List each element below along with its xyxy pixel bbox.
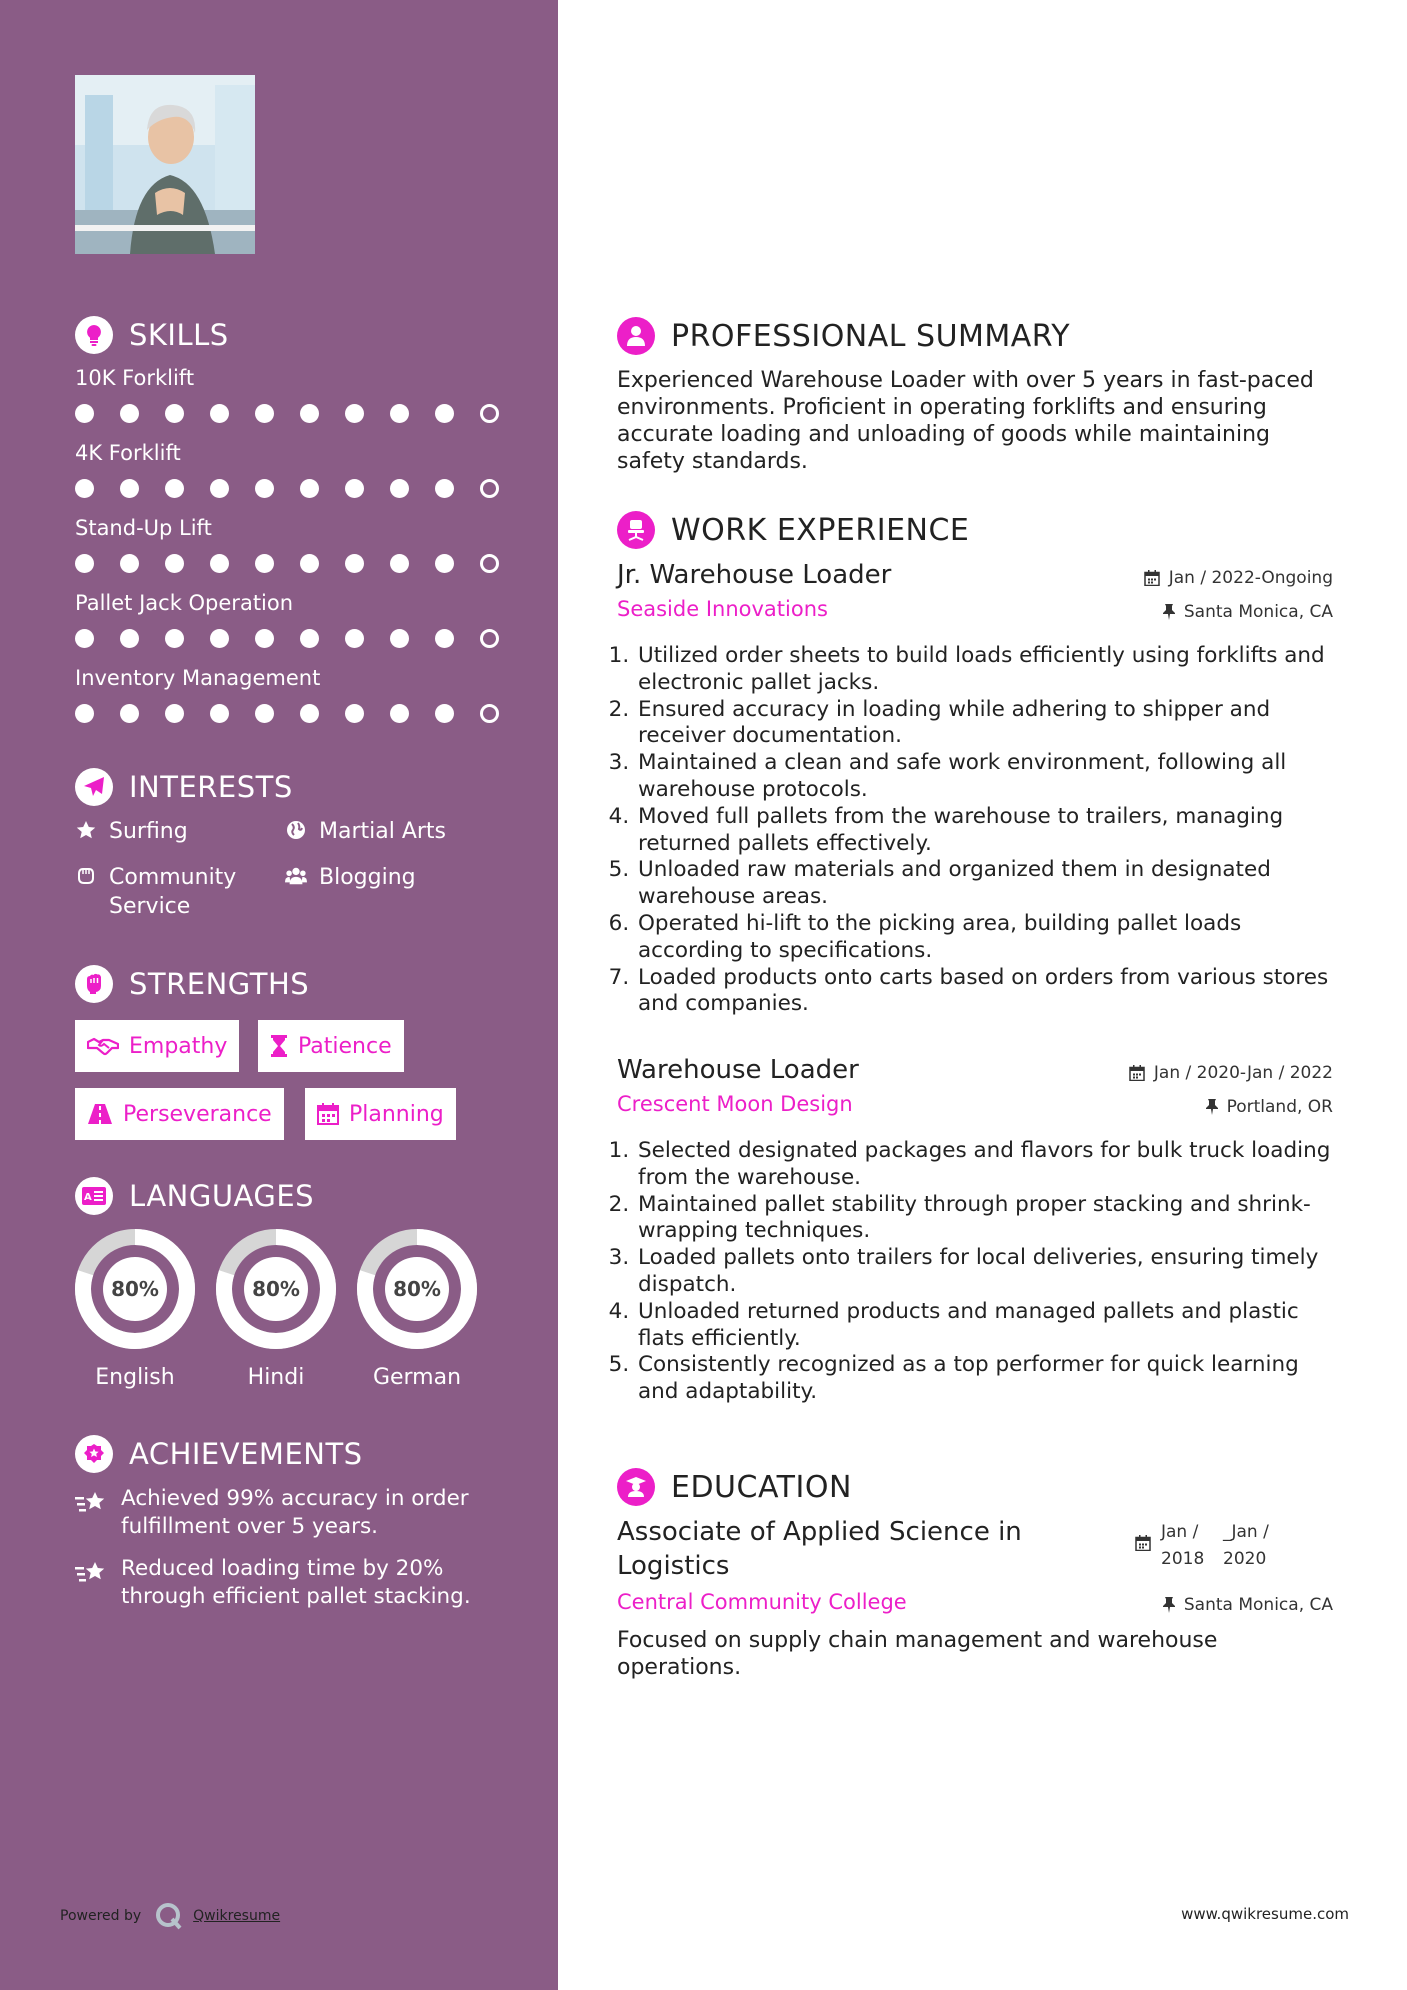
interest-item: Surfing [75, 817, 188, 846]
achievement-item: Achieved 99% accuracy in order fulfillment over 5 years. [75, 1485, 515, 1541]
pushpin-icon [1206, 1099, 1218, 1115]
achievements-heading: ACHIEVEMENTS [75, 1435, 363, 1473]
qwikresume-link[interactable]: Qwikresume [193, 1908, 281, 1924]
list-item: 4. Unloaded returned products and managed pallets and plastic flats efficiently. [636, 1299, 1337, 1353]
list-item: 1. Utilized order sheets to build loads efficiently using forklifts and electronic pallet jacks. [636, 643, 1337, 697]
skill-rating [75, 479, 505, 498]
rating-dot-empty [480, 404, 499, 423]
user-icon [617, 317, 655, 355]
rating-dot-filled [165, 704, 184, 723]
list-item: 2. Maintained pallet stability through proper stacking and shrink-wrapping techniques. [636, 1192, 1337, 1246]
rating-dot-filled [75, 629, 94, 648]
list-item: 2. Ensured accuracy in loading while adhering to shipper and receiver documentation. [636, 697, 1337, 751]
rating-dot-filled [165, 479, 184, 498]
skill-rating [75, 629, 505, 648]
rating-dot-filled [390, 629, 409, 648]
skill-name: Stand-Up Lift [75, 516, 212, 540]
language-item [355, 1227, 479, 1390]
rating-dot-filled [435, 479, 454, 498]
calendar-icon [1129, 1065, 1145, 1081]
rating-dot-filled [390, 554, 409, 573]
rating-dot-filled [300, 404, 319, 423]
list-item: 4. Moved full pallets from the warehouse to trailers, managing returned pallets effectively. [636, 804, 1337, 858]
job-title: Jr. Warehouse Loader [617, 560, 892, 590]
strength-chip: Planning [305, 1088, 456, 1140]
degree-title: Associate of Applied Science in Logistics [617, 1517, 1022, 1581]
office-chair-icon [617, 511, 655, 549]
rating-dot-filled [210, 704, 229, 723]
list-item: 3. Maintained a clean and safe work environment, following all warehouse protocols. [636, 750, 1337, 804]
svg-text:A: A [84, 1192, 92, 1203]
skill-name: 10K Forklift [75, 366, 195, 390]
hands-icon [75, 863, 97, 886]
rating-dot-filled [300, 704, 319, 723]
list-item: 7. Loaded products onto carts based on orders from various stores and companies. [636, 965, 1337, 1019]
rating-dot-empty [480, 479, 499, 498]
profile-photo [75, 75, 255, 254]
education-description: Focused on supply chain management and warehouse operations. [617, 1628, 1218, 1680]
language-percent: 80% [252, 1277, 300, 1301]
strengths-heading: STRENGTHS [75, 965, 309, 1003]
list-item: 6. Operated hi-lift to the picking area, building pallet loads according to specifications. [636, 911, 1337, 965]
rating-dot-empty [480, 629, 499, 648]
rating-dot-filled [120, 629, 139, 648]
experience-heading: WORK EXPERIENCE [617, 511, 969, 549]
rating-dot-filled [345, 629, 364, 648]
language-name: English [95, 1365, 175, 1390]
footer-url[interactable]: www.qwikresume.com [1181, 1905, 1349, 1923]
rating-dot-filled [345, 479, 364, 498]
rating-dot-filled [435, 404, 454, 423]
rating-dot-filled [210, 479, 229, 498]
skill-name: 4K Forklift [75, 441, 181, 465]
hourglass-icon [270, 1035, 288, 1057]
award-icon [75, 1435, 113, 1473]
lightbulb-icon [75, 316, 113, 354]
rating-dot-filled [345, 704, 364, 723]
language-progress-ring [355, 1227, 479, 1351]
job-company: Seaside Innovations [617, 597, 828, 621]
job-responsibilities [612, 1138, 1337, 1406]
skill-item [75, 591, 505, 648]
rating-dot-filled [120, 554, 139, 573]
rating-dot-filled [255, 404, 274, 423]
interest-item: Martial Arts [285, 817, 446, 846]
education-heading: EDUCATION [617, 1468, 852, 1506]
star-icon [75, 817, 97, 840]
rating-dot-filled [300, 629, 319, 648]
language-icon [75, 1177, 113, 1215]
interest-item: Community Service [75, 863, 236, 921]
skill-item [75, 441, 505, 498]
language-item [214, 1227, 338, 1390]
interests-heading: INTERESTS [75, 768, 293, 806]
rating-dot-filled [75, 704, 94, 723]
strength-chip: Perseverance [75, 1088, 284, 1140]
calendar-icon [1144, 570, 1160, 586]
qwikresume-logo-icon [155, 1902, 183, 1930]
road-icon [87, 1104, 113, 1124]
list-item: 5. Consistently recognized as a top performer for quick learning and adaptability. [636, 1352, 1337, 1406]
rating-dot-filled [210, 554, 229, 573]
sidebar [0, 0, 558, 1990]
pushpin-icon [1163, 1597, 1175, 1613]
rating-dot-filled [390, 404, 409, 423]
language-progress-ring [73, 1227, 197, 1351]
summary-text: Experienced Warehouse Loader with over 5 years in fast-paced environments. Proficient in operating forklifts and ensuring accurate loading and unloading of goods while maintaining safety standards. [617, 368, 1314, 474]
rating-dot-filled [345, 554, 364, 573]
list-item: 1. Selected designated packages and flavors for bulk truck loading from the warehouse. [636, 1138, 1337, 1192]
skills-heading: SKILLS [75, 316, 229, 354]
strength-chip: Patience [258, 1020, 404, 1072]
rating-dot-filled [210, 404, 229, 423]
fist-icon [75, 965, 113, 1003]
list-item: 3. Loaded pallets onto trailers for local deliveries, ensuring timely dispatch. [636, 1245, 1337, 1299]
job-location: Portland, OR [1206, 1097, 1333, 1117]
users-icon [285, 863, 307, 886]
rating-dot-filled [120, 704, 139, 723]
job-responsibilities [612, 643, 1337, 1018]
rating-dot-empty [480, 554, 499, 573]
rating-dot-filled [120, 479, 139, 498]
education-dates: Jan / 2018 _Jan / 2020 [1135, 1519, 1285, 1573]
rating-dot-filled [435, 704, 454, 723]
language-progress-ring [214, 1227, 338, 1351]
pushpin-icon [1163, 604, 1175, 620]
skill-rating [75, 404, 505, 423]
shooting-star-icon [75, 1485, 109, 1515]
globe-icon [285, 817, 307, 840]
rating-dot-filled [390, 479, 409, 498]
school-name: Central Community College [617, 1590, 907, 1614]
rating-dot-filled [255, 479, 274, 498]
skill-rating [75, 704, 505, 723]
rating-dot-filled [165, 629, 184, 648]
skill-rating [75, 554, 505, 573]
rating-dot-filled [165, 404, 184, 423]
language-name: Hindi [247, 1365, 305, 1390]
paper-plane-icon [75, 768, 113, 806]
rating-dot-filled [435, 554, 454, 573]
skill-name: Inventory Management [75, 666, 321, 690]
interest-item: Blogging [285, 863, 416, 892]
rating-dot-filled [120, 404, 139, 423]
job-location: Santa Monica, CA [1163, 602, 1333, 622]
rating-dot-filled [390, 704, 409, 723]
skill-item [75, 666, 505, 723]
shooting-star-icon [75, 1555, 109, 1585]
summary-heading: PROFESSIONAL SUMMARY [617, 317, 1070, 355]
job-dates: Jan / 2022-Ongoing [1144, 568, 1333, 588]
rating-dot-filled [300, 479, 319, 498]
powered-by: Powered by Qwikresume [60, 1902, 280, 1930]
rating-dot-filled [435, 629, 454, 648]
achievement-item: Reduced loading time by 20% through efficient pallet stacking. [75, 1555, 515, 1611]
skill-item [75, 516, 505, 573]
rating-dot-empty [480, 704, 499, 723]
rating-dot-filled [255, 704, 274, 723]
calendar-icon [317, 1103, 339, 1125]
job-title: Warehouse Loader [617, 1055, 859, 1085]
rating-dot-filled [255, 554, 274, 573]
job-dates: Jan / 2020-Jan / 2022 [1129, 1063, 1333, 1083]
skill-item [75, 366, 505, 423]
language-item [73, 1227, 197, 1390]
strength-chip: Empathy [75, 1020, 239, 1072]
language-percent: 80% [111, 1277, 159, 1301]
rating-dot-filled [300, 554, 319, 573]
rating-dot-filled [345, 404, 364, 423]
rating-dot-filled [75, 554, 94, 573]
skill-name: Pallet Jack Operation [75, 591, 294, 615]
rating-dot-filled [75, 404, 94, 423]
rating-dot-filled [75, 479, 94, 498]
languages-heading: A LANGUAGES [75, 1177, 314, 1215]
rating-dot-filled [210, 629, 229, 648]
rating-dot-filled [165, 554, 184, 573]
list-item: 5. Unloaded raw materials and organized them in designated warehouse areas. [636, 857, 1337, 911]
handshake-icon [87, 1036, 119, 1056]
calendar-icon [1135, 1535, 1151, 1551]
rating-dot-filled [255, 629, 274, 648]
job-company: Crescent Moon Design [617, 1092, 853, 1116]
language-name: German [372, 1365, 462, 1390]
language-percent: 80% [393, 1277, 441, 1301]
graduate-icon [617, 1468, 655, 1506]
school-location: Santa Monica, CA [1163, 1595, 1333, 1615]
